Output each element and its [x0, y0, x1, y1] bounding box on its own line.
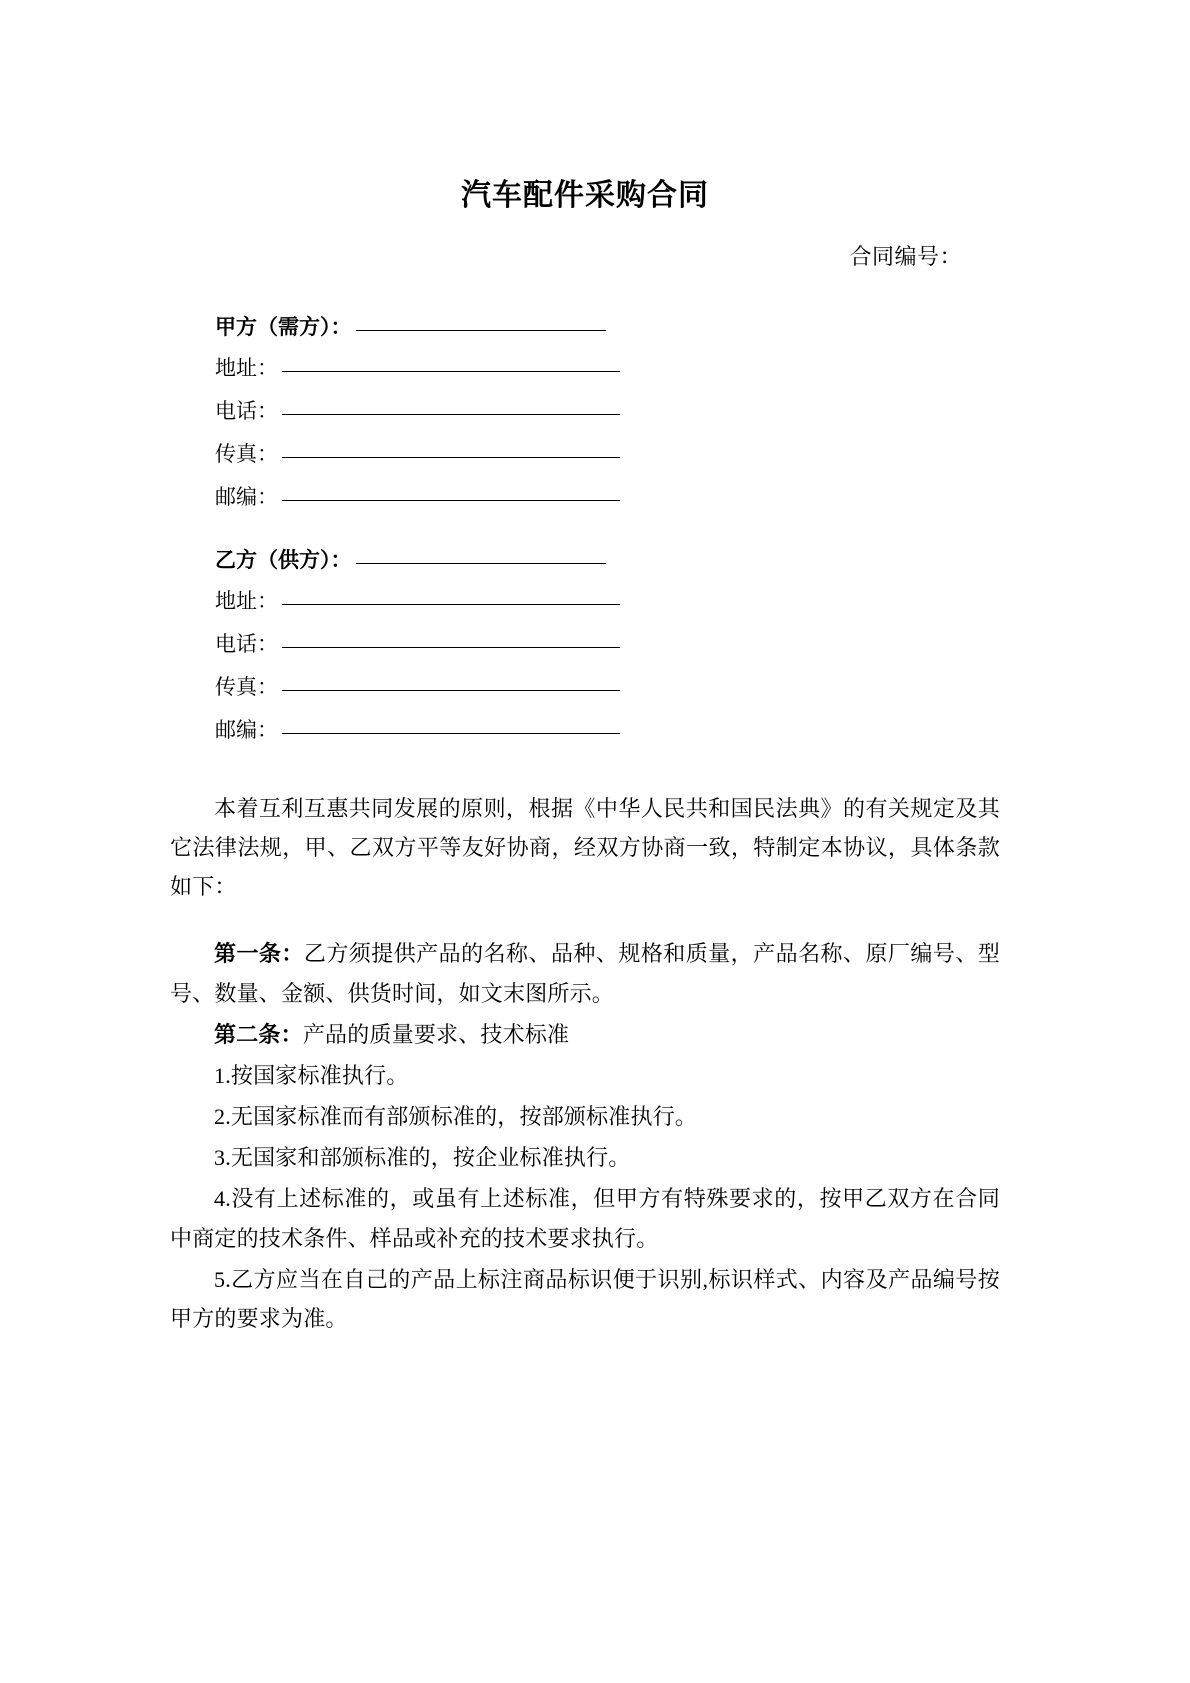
party-b-phone-label: 电话：: [215, 632, 278, 656]
clause-1: 1.按国家标准执行。: [214, 1062, 409, 1088]
party-b-heading-label: 乙方（供方）：: [215, 549, 352, 572]
page-title: 汽车配件采购合同: [461, 179, 709, 212]
party-b-phone-input[interactable]: [282, 647, 620, 648]
party-b-fax-label: 传真：: [215, 675, 278, 699]
party-a-phone-input[interactable]: [282, 414, 620, 415]
party-b-fax-row: [215, 677, 1000, 698]
article-2-paragraph: [170, 1015, 1000, 1054]
clause-4: 4.没有上述标准的，或虽有上述标准，但甲方有特殊要求的，按甲乙双方在合同中商定的技术条件、样品或补充的技术要求执行。: [170, 1186, 1000, 1251]
party-b-block: [170, 550, 1000, 741]
article-1-paragraph: [170, 934, 1000, 1012]
party-a-postcode-row: [215, 487, 1000, 508]
party-b-postcode-row: [215, 720, 1000, 741]
party-b-heading: [215, 550, 1000, 571]
party-a-block: [170, 317, 1000, 508]
article-1-term: 第一条：: [214, 941, 304, 967]
party-b-postcode-label: 邮编：: [215, 718, 278, 742]
party-b-address-label: 地址：: [215, 589, 278, 613]
party-a-address-input[interactable]: [282, 371, 620, 372]
party-b-address-row: [215, 591, 1000, 612]
party-a-phone-row: [215, 401, 1000, 422]
party-b-address-input[interactable]: [282, 604, 620, 605]
party-a-address-label: 地址：: [215, 356, 278, 380]
party-a-postcode-input[interactable]: [282, 500, 620, 501]
party-a-phone-label: 电话：: [215, 399, 278, 423]
party-a-fax-input[interactable]: [282, 457, 620, 458]
clause-2: 2.无国家标准而有部颁标准的，按部颁标准执行。: [214, 1104, 698, 1130]
party-b-name-input[interactable]: [356, 563, 606, 564]
contract-body: [170, 789, 1000, 1338]
article-1-text: 乙方须提供产品的名称、品种、规格和质量，产品名称、原厂编号、型号、数量、金额、供货时间，如文末图所示。: [170, 941, 1000, 1006]
article-2-term: 第二条：: [214, 1021, 303, 1047]
article-2-text: 产品的质量要求、技术标准: [302, 1021, 570, 1047]
party-b-postcode-input[interactable]: [282, 733, 620, 734]
party-a-name-input[interactable]: [356, 330, 606, 331]
document-content: [170, 0, 1000, 1338]
party-a-address-row: [215, 358, 1000, 379]
preamble-paragraph: 本着互利互惠共同发展的原则，根据《中华人民共和国民法典》的有关规定及其它法律法规，甲、乙双方平等友好协商，经双方协商一致，特制定本协议，具体条款如下：: [170, 796, 1000, 900]
contract-number-label: 合同编号：: [849, 244, 962, 269]
clause-5: 5.乙方应当在自己的产品上标注商品标识便于识别,标识样式、内容及产品编号按甲方的要求为准。: [170, 1266, 1000, 1331]
party-a-postcode-label: 邮编：: [215, 485, 278, 509]
party-a-heading-label: 甲方（需方）：: [215, 316, 352, 339]
party-a-fax-row: [215, 444, 1000, 465]
party-a-fax-label: 传真：: [215, 442, 278, 466]
party-b-fax-input[interactable]: [282, 690, 620, 691]
party-a-heading: [215, 317, 1000, 338]
party-b-phone-row: [215, 634, 1000, 655]
clause-3: 3.无国家和部颁标准的，按企业标准执行。: [214, 1145, 631, 1171]
